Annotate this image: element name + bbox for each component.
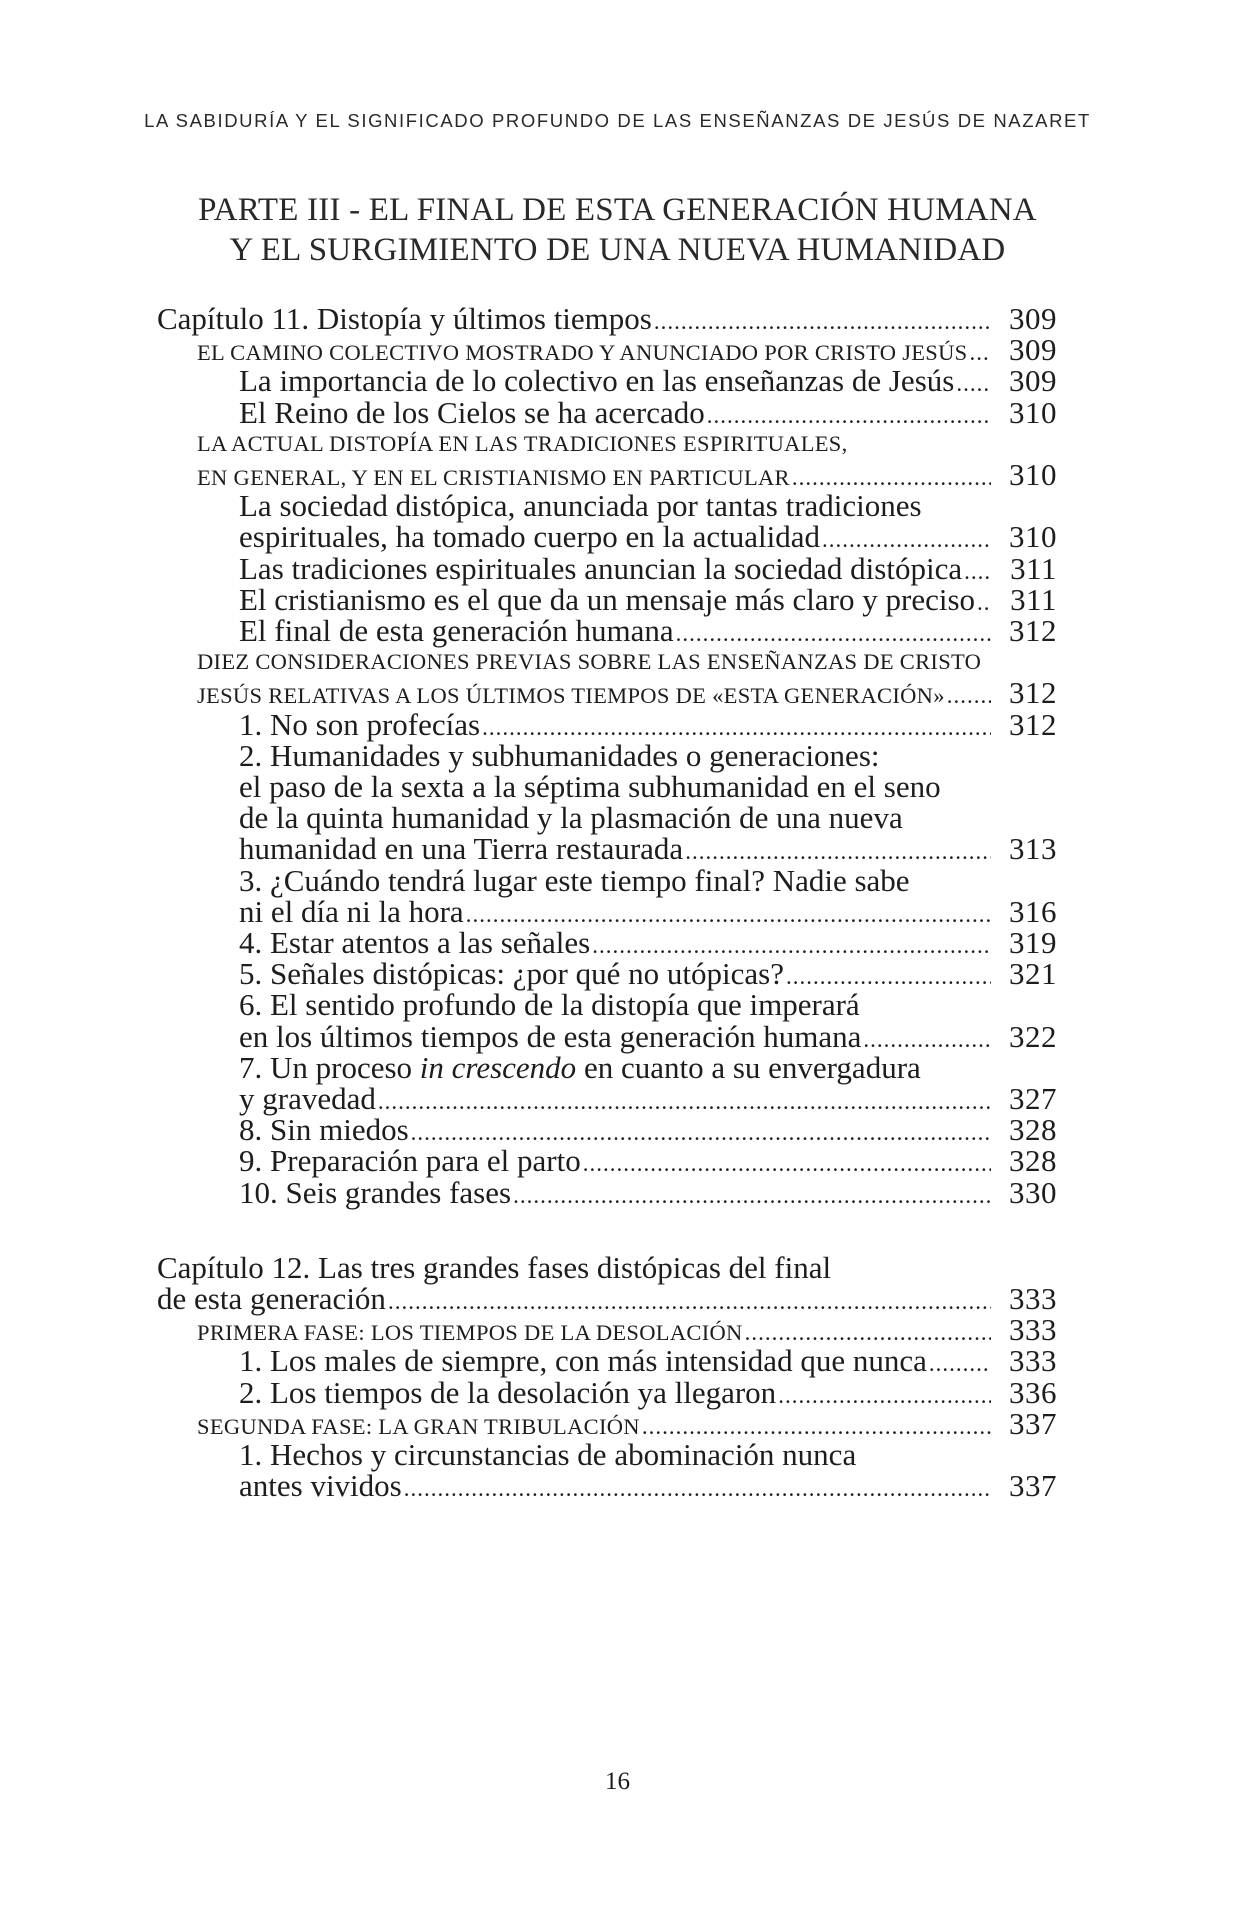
italic-term: in crescendo xyxy=(419,1049,577,1085)
toc-entry-title: Capítulo 12. Las tres grandes fases distópicas del final xyxy=(157,1249,832,1285)
toc-entry-title: 1. Los males de siempre, con más intensidad que nunca xyxy=(239,1343,927,1379)
toc-page-number: 337 xyxy=(1009,1405,1057,1441)
toc-page-number: 310 xyxy=(1009,394,1057,430)
toc-page-number: 328 xyxy=(1009,1112,1057,1148)
toc-page-number: 321 xyxy=(1009,956,1057,992)
toc-entry-title: EL CAMINO COLECTIVO MOSTRADO Y ANUNCIADO POR CRISTO JESÚS xyxy=(197,340,968,366)
toc-entry-title: Las tradiciones espirituales anuncian la sociedad distópica xyxy=(239,550,963,586)
toc-page-number: 312 xyxy=(1009,613,1057,648)
toc-entry-title: 4. Estar atentos a las señales xyxy=(239,925,591,960)
toc-page-number: 316 xyxy=(1009,893,1057,929)
toc-entry-title: 2. Humanidades y subhumanidades o generaciones: xyxy=(239,737,880,773)
toc-entry-title: de la quinta humanidad y la plasmación de una nueva xyxy=(239,800,903,836)
toc-page-number: 310 xyxy=(1009,457,1057,492)
toc-page-number: 319 xyxy=(1009,925,1057,960)
toc-entry-title: el paso de la sexta a la séptima subhumanidad en el seno xyxy=(239,769,941,804)
toc-entry-title: espirituales, ha tomado cuerpo en la actualidad xyxy=(239,519,821,555)
toc-entry-title: 10. Seis grandes fases xyxy=(239,1174,512,1210)
toc-page-number: 333 xyxy=(1009,1312,1057,1348)
part-title-line-2: Y EL SURGIMIENTO DE UNA NUEVA HUMANIDAD xyxy=(229,232,1006,268)
toc-page-number: 310 xyxy=(1009,519,1057,555)
toc-page-number: 328 xyxy=(1009,1143,1057,1179)
toc-page-number: 311 xyxy=(1010,550,1057,586)
toc-page-number: 313 xyxy=(1009,831,1057,867)
dot-leader xyxy=(513,1177,991,1215)
toc-entry-title: 1. No son profecías xyxy=(239,706,481,742)
toc-entry-title: La importancia de lo colectivo en las enseñanzas de Jesús xyxy=(239,363,955,399)
toc-entry-title: DIEZ CONSIDERACIONES PREVIAS SOBRE LAS ENSEÑANZAS DE CRISTO xyxy=(197,649,982,675)
toc-entry-title: de esta generación xyxy=(157,1281,386,1316)
toc-page-number: 327 xyxy=(1009,1081,1057,1116)
toc-entry-title: EN GENERAL, Y EN EL CRISTIANISMO EN PARTICULAR xyxy=(197,465,790,490)
toc-page-number: 309 xyxy=(1009,332,1057,368)
toc-entry-title: La sociedad distópica, anunciada por tantas tradiciones xyxy=(239,488,922,524)
page-number: 16 xyxy=(605,1768,630,1795)
toc-entry-title: PRIMERA FASE: LOS TIEMPOS DE LA DESOLACIÓN xyxy=(197,1320,743,1346)
toc-entry-line xyxy=(157,1174,1057,1212)
toc-entry-title: 3. ¿Cuándo tendrá lugar este tiempo final? Nadie sabe xyxy=(239,862,910,898)
toc-entry-title: Capítulo 11. Distopía y últimos tiempos xyxy=(157,301,652,336)
running-header: LA SABIDURÍA Y EL SIGNIFICADO PROFUNDO DE LAS ENSEÑANZAS DE JESÚS DE NAZARET xyxy=(144,110,1091,131)
toc-entry-title: antes vividos xyxy=(239,1468,402,1504)
toc-page-number: 336 xyxy=(1009,1374,1057,1410)
toc-entry-title: 8. Sin miedos xyxy=(239,1112,409,1148)
toc-entry-title: ni el día ni la hora xyxy=(239,893,464,929)
toc-entry-title: y gravedad xyxy=(239,1081,376,1116)
toc-page-number: 330 xyxy=(1009,1174,1057,1210)
toc-entry-title: LA ACTUAL DISTOPÍA EN LAS TRADICIONES ESPIRITUALES, xyxy=(197,430,848,456)
dot-leader xyxy=(404,1470,991,1508)
toc-entry-title: El cristianismo es el que da un mensaje más claro y preciso xyxy=(239,581,976,617)
part-title xyxy=(0,190,1235,270)
toc-page-number: 311 xyxy=(1010,581,1057,617)
toc-page-number: 312 xyxy=(1009,706,1057,742)
part-title-line-1: PARTE III - EL FINAL DE ESTA GENERACIÓN HUMANA xyxy=(198,192,1037,228)
toc-entry-title: humanidad en una Tierra restaurada xyxy=(239,831,684,867)
toc-entry-title: 5. Señales distópicas: ¿por qué no utópicas? xyxy=(239,956,784,992)
toc-page-number: 309 xyxy=(1009,363,1057,399)
toc-entry-title: El final de esta generación humana xyxy=(239,613,674,648)
toc-page-number: 309 xyxy=(1009,301,1057,336)
toc-entry-title: 6. El sentido profundo de la distopía que imperará xyxy=(239,987,860,1023)
toc-page-number: 312 xyxy=(1009,675,1057,711)
toc-entry-title: 1. Hechos y circunstancias de abominación nunca xyxy=(239,1437,857,1472)
toc-page-number: 337 xyxy=(1009,1468,1057,1504)
toc-page-number: 322 xyxy=(1009,1018,1057,1054)
toc-page-number: 333 xyxy=(1009,1343,1057,1379)
toc-entry-title: 7. Un proceso in crescendo en cuanto a su envergadura xyxy=(239,1049,921,1085)
toc-entry-line xyxy=(157,1467,1057,1505)
toc-entry-title: JESÚS RELATIVAS A LOS ÚLTIMOS TIEMPOS DE «ESTA GENERACIÓN» xyxy=(197,683,945,709)
toc-entry-title: 9. Preparación para el parto xyxy=(239,1143,581,1179)
toc-entry-title: 2. Los tiempos de la desolación ya llegaron xyxy=(239,1374,777,1410)
toc-entry-title: SEGUNDA FASE: LA GRAN TRIBULACIÓN xyxy=(197,1413,640,1439)
toc-entry-title: El Reino de los Cielos se ha acercado xyxy=(239,394,705,430)
toc-page-number: 333 xyxy=(1009,1281,1057,1316)
toc-entry-title: en los últimos tiempos de esta generación humana xyxy=(239,1018,862,1054)
